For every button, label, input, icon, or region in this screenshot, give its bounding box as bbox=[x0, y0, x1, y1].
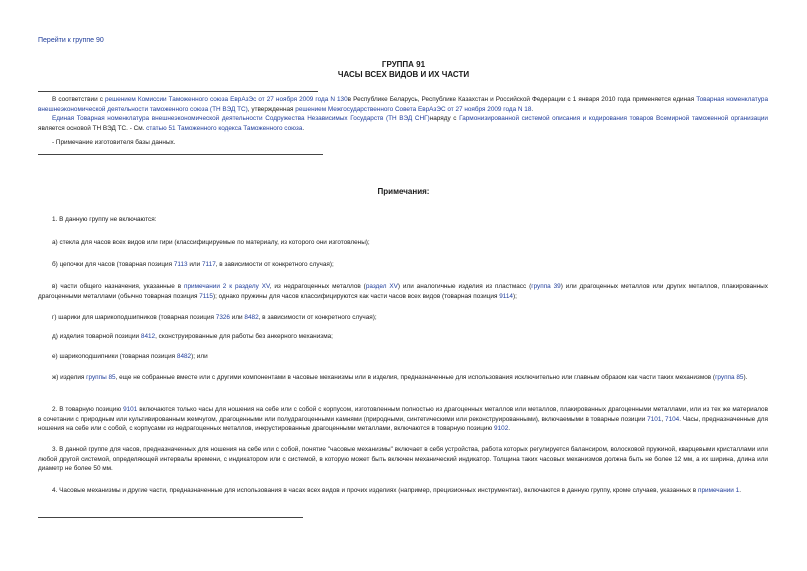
footnote-divider-bottom bbox=[38, 154, 323, 155]
note-1g: г) шарики для шарикоподшипников (товарная позиция 7326 или 8482, в зависимости от конкретного случая); bbox=[52, 314, 377, 321]
note-1d: д) изделия товарной позиции 8412, сконструированные для работы без анкерного механизма; bbox=[52, 333, 333, 340]
heading-8482-link-2[interactable]: 8482 bbox=[176, 353, 192, 360]
footnote-block bbox=[38, 95, 768, 133]
tn-ved-ts-link[interactable]: Товарная номенклатура внешнеэкономической деятельности таможенного союза (ТН ВЭД ТС) bbox=[38, 96, 769, 113]
heading-9101-link[interactable]: 9101 bbox=[123, 406, 138, 413]
customs-code-article-link[interactable]: статью 51 Таможенного кодекса Таможенного союза bbox=[146, 124, 303, 132]
heading-7113-link[interactable]: 7113 bbox=[173, 261, 188, 268]
note-1a: а) стекла для часов всех видов или гири (классифицируемые по материалу, из которого они изготовлены); bbox=[52, 239, 370, 246]
heading-7104-link[interactable]: 7104 bbox=[665, 415, 680, 423]
group-title: ГРУППА 91 bbox=[381, 60, 426, 69]
harmonized-system-link[interactable]: Гармонизированной системой описания и кодирования товаров Всемирной таможенной организации bbox=[459, 115, 769, 122]
tn-ved-sng-link[interactable]: Единая Товарная номенклатура внешнеэкономической деятельности Содружества Независимых Государств (ТН ВЭД СНГ) bbox=[52, 115, 430, 122]
note-1zh: ж) изделия группы 85, еще не собранные вместе или с другими компонентами в часовые механизмы или в изделия, предназначенные для использования исключительно или главным образом как части таких механизмов (группа 85). bbox=[52, 374, 748, 381]
heading-7117-link[interactable]: 7117 bbox=[202, 261, 216, 268]
group-subtitle: ЧАСЫ ВСЕХ ВИДОВ И ИХ ЧАСТИ bbox=[337, 70, 470, 79]
heading-8412-link[interactable]: 8412 bbox=[140, 333, 156, 340]
note-3: 3. В данной группе для часов, предназначенных для ношения на себе или с собой, понятие "часовые механизмы" включает в себя устройства, работа которых регулируется балансиром, волосковой пружиной, кварцевыми кристаллами или любой другой системой, определяющей интервалы времени, с индикатором или с системой, в которую может быть включен механический индикатор. Толщина таких часовых механизмов должна быть не более 12 мм, а их ширина, длина или диаметр не более 50 мм. bbox=[38, 446, 768, 472]
footnote-manufacturer-note: - Примечание изготовителя базы данных. bbox=[52, 139, 176, 146]
section-xv-link[interactable]: раздел XV bbox=[365, 283, 398, 290]
note-1e: е) шарикоподшипники (товарная позиция 8482); или bbox=[52, 353, 208, 360]
note-2: 2. В товарную позицию 9101 включаются только часы для ношения на себе или с собой с корпусом, изготовленным полностью из драгоценных металлов или металлов, плакированных драгоценными металлами, или из тех же материалов в сочетании с природным или культивированным жемчугом, драгоценными или полудрагоценными камнями (природными, синтетическими или реконструированными), включаемыми в товарные позиции 7101, 7104. Часы, предназначенные для ношения на себе или с собой, с корпусами из недрагоценных металлов, инкрустированные драгоценными металлами, включаются в товарную позицию 9102. bbox=[38, 406, 768, 432]
note-4: 4. Часовые механизмы и другие части, предназначенные для использования в часах всех видов и прочих изделиях (например, прецизионных инструментах), включаются в данную группу, кроме случаев, указанных в примечании 1. bbox=[52, 487, 741, 494]
goto-group-90-link[interactable]: Перейти к группе 90 bbox=[38, 37, 104, 44]
note-1b: б) цепочки для часов (товарная позиция 7113 или 7117, в зависимости от конкретного случая); bbox=[52, 261, 334, 268]
note-1: 1. В данную группу не включаются: bbox=[52, 216, 157, 223]
group-39-link[interactable]: группа 39 bbox=[531, 283, 561, 290]
group-85-link-2[interactable]: группа 85 bbox=[715, 374, 744, 381]
notes-heading: Примечания: bbox=[377, 187, 430, 196]
heading-7101-link[interactable]: 7101 bbox=[647, 415, 662, 423]
section-xv-note-link[interactable]: примечании 2 к разделу XV bbox=[184, 283, 270, 290]
heading-9102-link[interactable]: 9102 bbox=[494, 425, 509, 432]
heading-9114-link[interactable]: 9114 bbox=[499, 292, 513, 300]
heading-8482-link[interactable]: 8482 bbox=[244, 314, 259, 321]
bottom-divider bbox=[38, 517, 303, 518]
heading-7115-link[interactable]: 7115 bbox=[199, 292, 213, 300]
footnote-paragraph-2: Единая Товарная номенклатура внешнеэкономической деятельности Содружества Независимых Государств (ТН ВЭД СНГ)наряду с Гармонизированной системой описания и кодирования товаров Всемирной таможенной организации является основой ТН ВЭД ТС. - См. статью 51 Таможенного кодекса Таможенного союза. bbox=[38, 115, 769, 132]
note-1v: в) части общего назначения, указанные в примечании 2 к разделу XV, из недрагоценных металлов (раздел XV) или аналогичные изделия из пластмасс (группа 39) или драгоценных металлов или других металлов, плакированных драгоценными металлами (обычно товарная позиция 7115); однако пружины для часов классифицируются как части часов всех видов (товарная позиция 9114); bbox=[38, 283, 768, 300]
note-1-link[interactable]: примечании 1 bbox=[697, 487, 740, 494]
heading-7326-link[interactable]: 7326 bbox=[215, 314, 230, 321]
council-decision-link[interactable]: решением Межгосударственного Совета ЕврАзЭС от 27 ноября 2009 года N 18 bbox=[295, 105, 532, 113]
commission-decision-link[interactable]: решением Комиссии Таможенного союза ЕврАзЭс от 27 ноября 2009 года N 130 bbox=[104, 96, 348, 103]
footnote-divider-top bbox=[38, 91, 318, 92]
group-85-link[interactable]: группы 85 bbox=[86, 374, 116, 381]
footnote-paragraph-1: В соответствии с решением Комиссии Таможенного союза ЕврАзЭс от 27 ноября 2009 года N 130в Республике Беларусь, Республике Казахстан и Российской Федерации с 1 января 2010 года применяется единая Товарная номенклатура внешнеэкономической деятельности таможенного союза (ТН ВЭД ТС), утвержденная решением Межгосударственного Совета ЕврАзЭС от 27 ноября 2009 года N 18. bbox=[38, 96, 769, 113]
